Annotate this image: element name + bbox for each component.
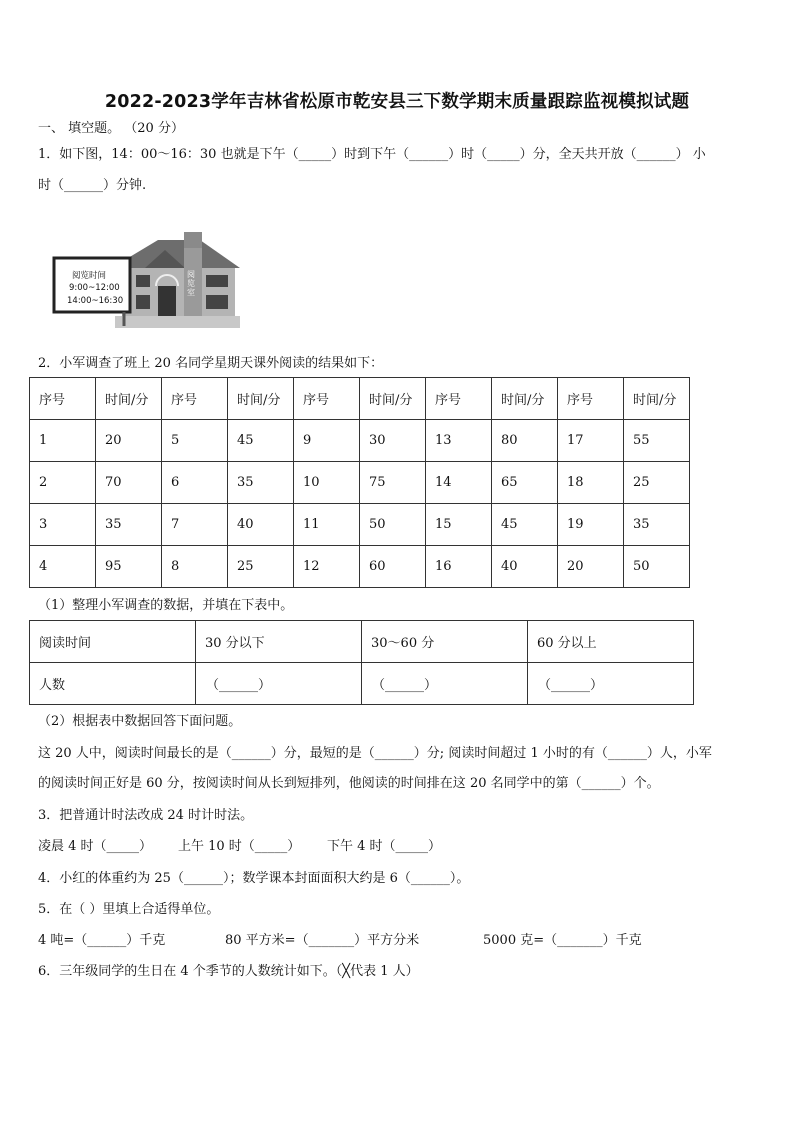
table-cell: 9 (294, 420, 360, 462)
table-header-cell: 时间/分 (228, 378, 294, 420)
table-header-cell: 序号 (294, 378, 360, 420)
reading-survey-table (29, 377, 690, 588)
table-header-cell: 序号 (30, 378, 96, 420)
question-1-line-1: 1．如下图，14：00～16：30 也就是下午（_____）时到下午（______）时（_____）分，全天共开放（______） 小 (38, 147, 706, 162)
table-cell: 18 (558, 462, 624, 504)
table-cell: 50 (360, 504, 426, 546)
table-cell: 65 (492, 462, 558, 504)
question-4: 4．小红的体重约为 25（______）；数学课本封面面积大约是 6（______）。 (38, 871, 470, 886)
table-cell: 1 (30, 420, 96, 462)
section-heading: 一、 填空题。 （20 分） (38, 121, 184, 136)
table-cell: 17 (558, 420, 624, 462)
table-cell: 95 (96, 546, 162, 588)
table-cell: 75 (360, 462, 426, 504)
question-5-a: 4 吨=（______）千克 (38, 933, 166, 948)
table-header-cell: 序号 (558, 378, 624, 420)
table-cell: 45 (492, 504, 558, 546)
table-header-cell: 时间/分 (360, 378, 426, 420)
table-header-cell: 时间/分 (624, 378, 690, 420)
table-row (30, 504, 690, 546)
table-cell: 13 (426, 420, 492, 462)
table-header-cell: 时间/分 (96, 378, 162, 420)
table-cell: 6 (162, 462, 228, 504)
table-row (30, 663, 694, 705)
answer-blank[interactable]: （______） (362, 663, 528, 705)
question-5-c: 5000 克=（_______）千克 (483, 933, 642, 948)
table-header-cell: 时间/分 (492, 378, 558, 420)
table-header-cell: 序号 (426, 378, 492, 420)
table-cell: 45 (228, 420, 294, 462)
question-3-b: 上午 10 时（_____） (178, 839, 301, 854)
sign-slot-afternoon: 14:00~16:30 (67, 296, 124, 306)
question-3-c: 下午 4 时（_____） (327, 839, 442, 854)
table-cell: 8 (162, 546, 228, 588)
table-cell: 25 (228, 546, 294, 588)
table-row (30, 621, 694, 663)
summary-table (29, 620, 694, 705)
table-cell: 2 (30, 462, 96, 504)
question-2-sub-1: （1）整理小军调查的数据，并填在下表中。 (38, 598, 294, 613)
answer-blank[interactable]: （______） (528, 663, 694, 705)
table-cell: 35 (96, 504, 162, 546)
table-cell: 7 (162, 504, 228, 546)
table-cell: 15 (426, 504, 492, 546)
question-2-text-line-2: 的阅读时间正好是 60 分，按阅读时间从长到短排列，他阅读的时间排在这 20 名同学中的第（______）个。 (38, 776, 660, 791)
question-1-line-2: 时（______）分钟. (38, 178, 147, 193)
table-row (30, 462, 690, 504)
table-cell: 25 (624, 462, 690, 504)
table-row (30, 546, 690, 588)
table-cell: 35 (228, 462, 294, 504)
table-row (30, 420, 690, 462)
table-header-row (30, 378, 690, 420)
table-cell: 20 (96, 420, 162, 462)
page-title: 2022-2023学年吉林省松原市乾安县三下数学期末质量跟踪监视模拟试题 (104, 92, 690, 112)
table-cell: 35 (624, 504, 690, 546)
question-2-text-line-1: 这 20 人中，阅读时间最长的是（______）分，最短的是（______）分; 阅读时间超过 1 小时的有（______）人，小军 (38, 746, 712, 761)
table-cell: 60 (360, 546, 426, 588)
table-cell: 4 (30, 546, 96, 588)
building-name: 阅览室 (187, 270, 195, 297)
question-3: 3．把普通计时法改成 24 时计时法。 (38, 808, 254, 823)
table-cell: 16 (426, 546, 492, 588)
table-cell: 80 (492, 420, 558, 462)
table-header-cell: 阅读时间 (30, 621, 196, 663)
table-cell: 14 (426, 462, 492, 504)
question-5-b: 80 平方米=（_______）平方分米 (225, 933, 420, 948)
table-cell: 5 (162, 420, 228, 462)
table-cell: 19 (558, 504, 624, 546)
question-3-a: 凌晨 4 时（_____） (38, 839, 153, 854)
table-header-cell: 序号 (162, 378, 228, 420)
question-2-intro: 2．小军调查了班上 20 名同学星期天课外阅读的结果如下： (38, 356, 384, 371)
table-cell: 70 (96, 462, 162, 504)
table-header-cell: 30～60 分 (362, 621, 528, 663)
sign-label: 阅览时间 (72, 271, 107, 281)
table-cell: 10 (294, 462, 360, 504)
question-5: 5．在（ ）里填上合适得单位。 (38, 902, 220, 917)
table-cell: 55 (624, 420, 690, 462)
table-cell: 11 (294, 504, 360, 546)
table-cell: 40 (492, 546, 558, 588)
library-illustration (50, 228, 242, 330)
table-cell: 3 (30, 504, 96, 546)
question-2-sub-2: （2）根据表中数据回答下面问题。 (38, 714, 242, 729)
table-header-cell: 60 分以上 (528, 621, 694, 663)
question-6: 6．三年级同学的生日在 4 个季节的人数统计如下。（╳代表 1 人） (38, 964, 419, 979)
table-cell: 人数 (30, 663, 196, 705)
table-header-cell: 30 分以下 (196, 621, 362, 663)
table-cell: 30 (360, 420, 426, 462)
answer-blank[interactable]: （______） (196, 663, 362, 705)
table-cell: 50 (624, 546, 690, 588)
sign-slot-morning: 9:00~12:00 (69, 283, 120, 293)
table-cell: 40 (228, 504, 294, 546)
table-cell: 20 (558, 546, 624, 588)
table-cell: 12 (294, 546, 360, 588)
